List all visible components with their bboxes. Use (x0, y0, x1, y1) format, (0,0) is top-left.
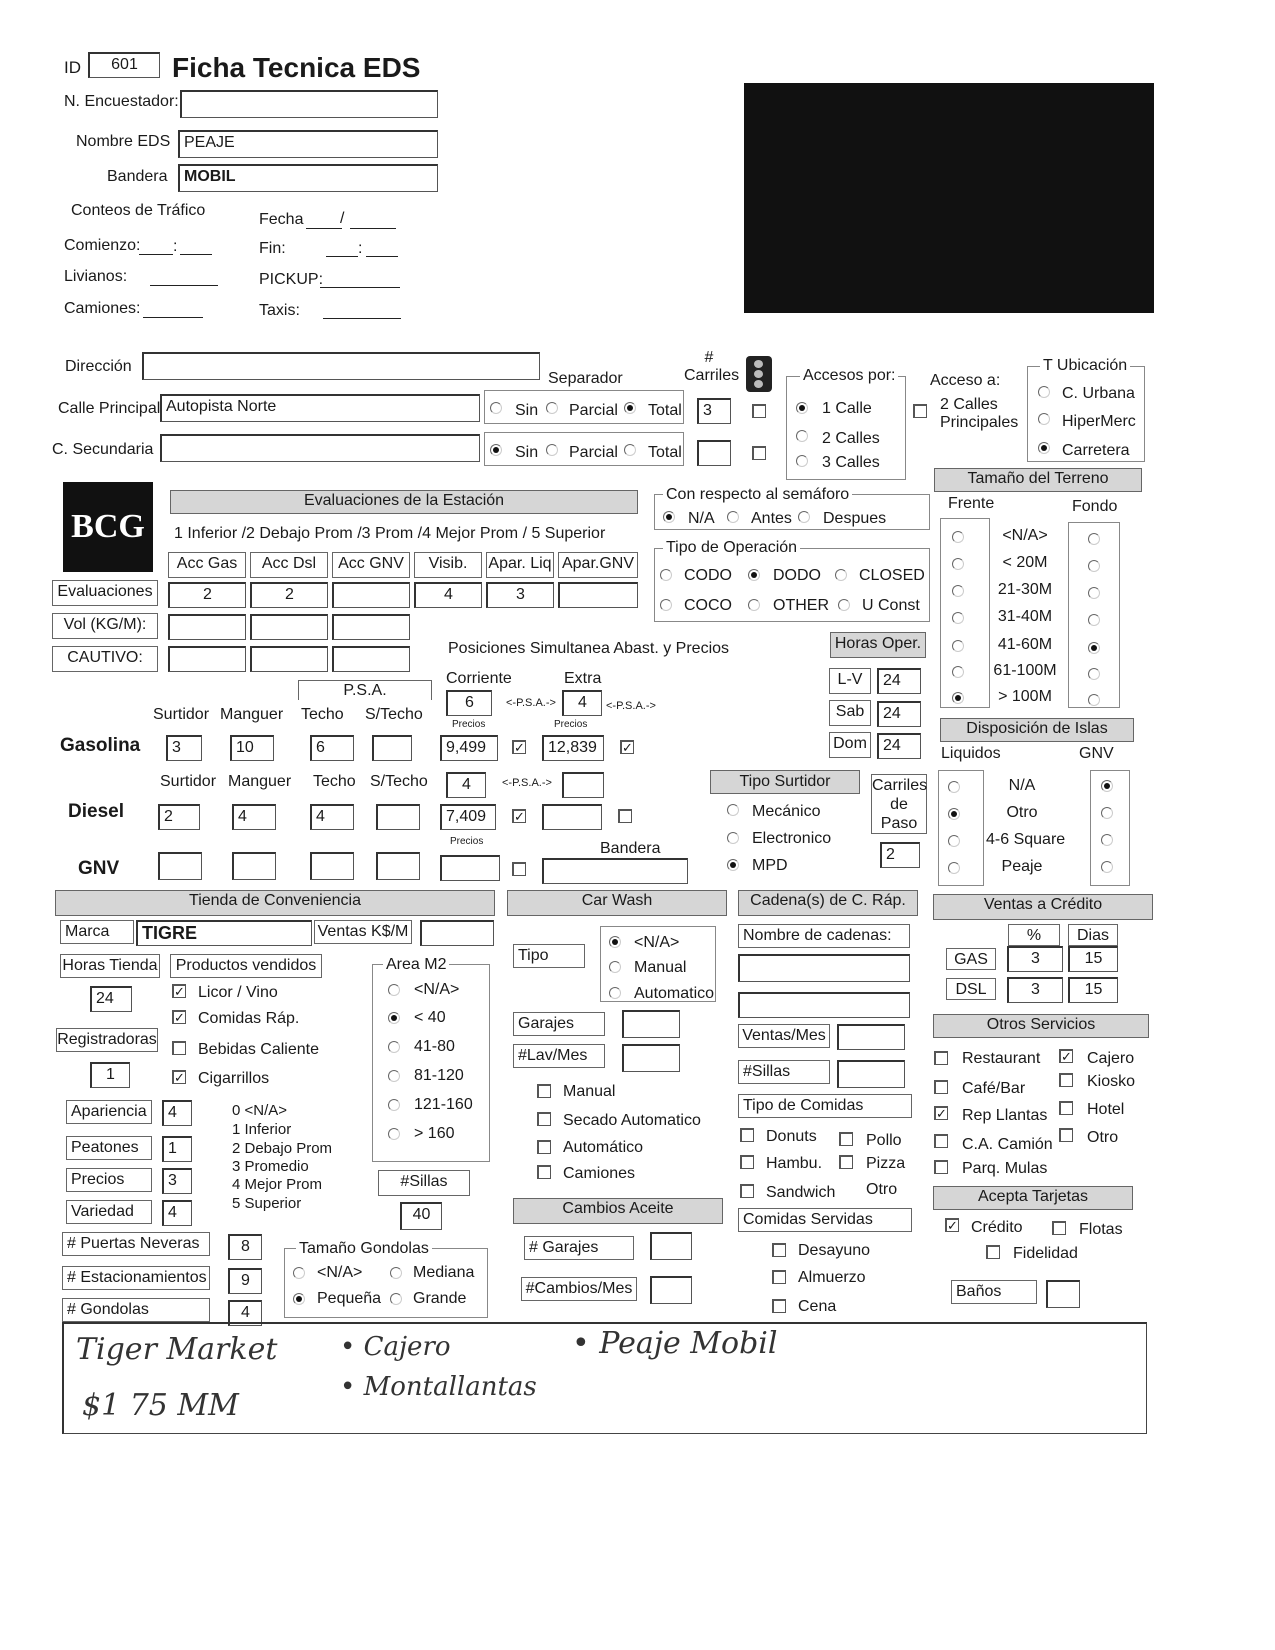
islas-opt-0: N/A (1008, 777, 1036, 794)
cigarrillos-check[interactable]: ✓ (172, 1070, 186, 1084)
direccion-label: Dirección (65, 358, 132, 375)
acceso-a-label: Acceso a: (930, 372, 1001, 389)
bandera-field[interactable]: MOBIL (178, 164, 438, 192)
calle-principal-label: Calle Principal (58, 400, 161, 417)
frente-radio-4[interactable] (952, 640, 964, 652)
ubicacion-title: T Ubicación (1040, 357, 1130, 375)
horas-tienda-label: Horas Tienda (60, 954, 160, 978)
precio-diesel-2-field[interactable] (542, 804, 602, 830)
horas-tienda-field[interactable]: 24 (90, 986, 132, 1012)
tienda-sillas-field[interactable]: 40 (400, 1202, 442, 1230)
row-vol: Vol (KG/M): (52, 613, 158, 639)
accesos-title: Accesos por: (800, 367, 898, 385)
islas-header: Disposición de Islas (940, 718, 1134, 742)
kiosko-check[interactable] (1059, 1073, 1073, 1087)
donuts-check[interactable] (740, 1128, 754, 1142)
note-ventas: $1 75 MM (82, 1388, 239, 1423)
horas-dom-field[interactable]: 24 (877, 733, 921, 759)
carriles-secundaria-field[interactable] (697, 440, 731, 466)
gnv-label: GNV (78, 858, 120, 879)
nombre-cadenas-label: Nombre de cadenas: (738, 924, 910, 948)
rating-label-1: Peatones (66, 1136, 152, 1160)
cautivo-acc-gas[interactable] (168, 646, 246, 672)
ubicacion-hipermerc-radio[interactable] (1038, 413, 1050, 425)
horas-dom-label: Dom (829, 732, 871, 758)
calle-principal-field[interactable]: Autopista Norte (160, 394, 480, 422)
garajes-field[interactable] (622, 1010, 680, 1038)
area-opt-1: < 40 (414, 1009, 446, 1026)
gas-manguer-field[interactable]: 10 (230, 735, 274, 761)
scale-line-0: 0 <N/A> (232, 1102, 288, 1119)
oper-codo-radio[interactable] (660, 569, 672, 581)
semaforo-title: Con respecto al semáforo (663, 486, 852, 504)
fondo-label: Fondo (1072, 498, 1118, 515)
redacted-photo (744, 83, 1154, 313)
gondola-na-radio[interactable] (293, 1267, 305, 1279)
islas-gnv-label: GNV (1079, 745, 1114, 762)
sep2-total-radio[interactable] (624, 444, 636, 456)
nombre-cadenas-field-1[interactable] (738, 954, 910, 982)
horas-sab-label: Sab (829, 700, 871, 726)
ubicacion-carretera-radio[interactable] (1038, 442, 1050, 454)
banos-label: Baños (951, 1280, 1037, 1304)
dsl-manguer-field[interactable]: 4 (232, 804, 276, 830)
registradoras-label: Registradoras (56, 1028, 158, 1052)
nombre-eds-field[interactable]: PEAJE (178, 130, 438, 158)
eval-apar-gnv[interactable] (558, 582, 638, 608)
almuerzo-check[interactable] (772, 1270, 786, 1284)
islas-gnv-radio-0[interactable] (1101, 780, 1113, 792)
cajero-check[interactable]: ✓ (1059, 1049, 1073, 1063)
cw-camiones-check[interactable] (537, 1165, 551, 1179)
oper-other-radio[interactable] (748, 599, 760, 611)
islas-opt-3: Peaje (1001, 858, 1043, 875)
cw-automatico-check[interactable] (537, 1140, 551, 1154)
oper-dodo-radio[interactable] (748, 569, 760, 581)
credito-gas-pct[interactable]: 3 (1007, 946, 1063, 972)
nombre-eds-label: Nombre EDS (76, 133, 171, 150)
dsl-techo-field[interactable]: 4 (310, 804, 354, 830)
semaforo-na-radio[interactable] (663, 511, 675, 523)
scale-line-2: 2 Debajo Prom (232, 1140, 333, 1157)
note-montallantas: • Montallantas (340, 1372, 537, 1402)
horas-sab-field[interactable]: 24 (877, 701, 921, 727)
tipo-surtidor-header: Tipo Surtidor (710, 770, 860, 794)
tarjeta-flotas-check[interactable] (1052, 1221, 1066, 1235)
cautivo-acc-dsl[interactable] (250, 646, 328, 672)
carwash-na-radio[interactable] (609, 936, 621, 948)
count-field-0[interactable]: 8 (228, 1234, 262, 1260)
area-radio-0[interactable] (388, 984, 400, 996)
fondo-radio-2[interactable] (1088, 587, 1100, 599)
area-opt-0: <N/A> (414, 981, 460, 998)
terreno-opt-3: 31-40M (997, 608, 1053, 625)
credito-dsl-label: DSL (946, 978, 996, 1000)
lavmes-field[interactable] (622, 1044, 680, 1072)
pollo-check[interactable] (839, 1132, 853, 1146)
separador-label: Separador (548, 370, 623, 387)
fin-label: Fin: (259, 240, 286, 257)
precio-diesel-2-check[interactable] (618, 809, 632, 823)
secundaria-field[interactable] (160, 434, 480, 462)
gas-surtidor-field[interactable]: 3 (166, 735, 202, 761)
precio-diesel-check[interactable]: ✓ (512, 809, 526, 823)
fondo-radio-3[interactable] (1088, 614, 1100, 626)
terreno-opt-6: > 100M (998, 688, 1052, 705)
carwash-tipo-label: Tipo (513, 944, 585, 968)
evaluaciones-scale: 1 Inferior /2 Debajo Prom /3 Prom /4 Mejor Prom / 5 Superior (174, 525, 606, 542)
note-peaje-mobil: • Peaje Mobil (572, 1326, 778, 1361)
cadena-ventas-label: Ventas/Mes (738, 1024, 830, 1048)
ventas-kms-label: Ventas K$/M (314, 920, 412, 944)
cadena-header: Cadena(s) de C. Ráp. (738, 890, 918, 916)
cw-secado-check[interactable] (537, 1112, 551, 1126)
sep1-sin-radio[interactable] (490, 402, 502, 414)
fondo-radio-4[interactable] (1088, 642, 1100, 654)
tarjeta-fidelidad-check[interactable] (986, 1245, 1000, 1259)
comidas-rap-check[interactable]: ✓ (172, 1010, 186, 1024)
frente-label: Frente (948, 495, 995, 512)
semaforo-antes-radio[interactable] (727, 511, 739, 523)
bandera-gnv-label: Bandera (600, 840, 661, 857)
carriles-secundaria-check[interactable] (752, 446, 766, 460)
cadena-ventas-field[interactable] (837, 1024, 905, 1050)
eval-acc-dsl[interactable]: 2 (250, 582, 328, 608)
acceso-2calles-radio[interactable] (796, 430, 808, 442)
eval-acc-gas[interactable]: 2 (168, 582, 246, 608)
bandera-gnv-field[interactable] (542, 858, 688, 884)
gnv-surtidor-field[interactable] (158, 852, 202, 880)
carriles-label: # Carriles (684, 349, 740, 384)
traffic-light-icon (746, 356, 772, 392)
tarjeta-credito-check[interactable]: ✓ (945, 1218, 959, 1232)
cw-manual-check[interactable] (537, 1084, 551, 1098)
ca-camion-check[interactable] (934, 1134, 948, 1148)
oper-closed-radio[interactable] (835, 569, 847, 581)
area-radio-4[interactable] (388, 1099, 400, 1111)
carwash-manual-radio[interactable] (609, 961, 621, 973)
area-radio-5[interactable] (388, 1128, 400, 1140)
area-radio-1[interactable] (388, 1012, 400, 1024)
parq-mulas-check[interactable] (934, 1160, 948, 1174)
islas-liq-radio-1[interactable] (948, 808, 960, 820)
livianos-label: Livianos: (64, 268, 128, 285)
terreno-opt-2: 21-30M (997, 581, 1053, 598)
col-acc-dsl: Acc Dsl (250, 552, 328, 578)
encuestador-label: N. Encuestador: (64, 93, 179, 110)
area-title: Area M2 (383, 956, 449, 974)
registradoras-field[interactable]: 1 (90, 1062, 130, 1088)
gnv-precio-field[interactable] (440, 855, 500, 881)
marca-field[interactable]: TIGRE (136, 920, 312, 946)
tipo-comidas-label: Tipo de Comidas (738, 1094, 912, 1118)
count-label-0: # Puertas Neveras (62, 1232, 210, 1256)
gnv-precio-check[interactable] (512, 862, 526, 876)
ventas-kms-field[interactable] (420, 920, 494, 946)
credito-pct-label: % (1008, 924, 1060, 946)
camiones-label: Camiones: (64, 300, 141, 317)
row-evaluaciones: Evaluaciones (52, 580, 158, 606)
dsl-stecho-field[interactable] (376, 804, 420, 830)
cadena-sillas-label: #Sillas (738, 1060, 830, 1084)
carwash-auto-radio[interactable] (609, 987, 621, 999)
id-field[interactable]: 601 (88, 52, 160, 78)
hotel-check[interactable] (1059, 1101, 1073, 1115)
gas-stecho-field[interactable] (372, 735, 412, 761)
fecha-label: Fecha (259, 211, 304, 228)
col-apar-gnv: Apar.GNV (558, 552, 638, 578)
page-title: Ficha Tecnica EDS (172, 52, 421, 83)
scale-line-4: 4 Mejor Prom (232, 1176, 323, 1193)
gondola-mediana-radio[interactable] (390, 1267, 402, 1279)
gasolina-label: Gasolina (60, 735, 141, 756)
gnv-techo-field[interactable] (310, 852, 354, 880)
sep1-parcial-radio[interactable] (546, 402, 558, 414)
oper-coco-radio[interactable] (660, 599, 672, 611)
area-opt-2: 41-80 (414, 1038, 455, 1055)
productos-label: Productos vendidos (170, 954, 322, 978)
precio-diesel-field[interactable]: 7,409 (440, 804, 496, 830)
terreno-opt-5: 61-100M (993, 662, 1057, 679)
rating-label-0: Apariencia (66, 1100, 152, 1124)
credito-dias-label: Dias (1068, 924, 1118, 946)
bcg-logo: BCG (63, 482, 153, 572)
psa-extra-field[interactable]: 4 (562, 690, 602, 716)
tienda-sillas-label: #Sillas (378, 1170, 470, 1196)
frente-radio-6[interactable] (952, 692, 964, 704)
psa-diesel-2-field[interactable] (562, 772, 604, 798)
horas-lv-label: L-V (829, 668, 871, 694)
area-radio-3[interactable] (388, 1070, 400, 1082)
gas-techo-field[interactable]: 6 (310, 735, 354, 761)
liquidos-label: Liquidos (941, 745, 1001, 762)
col-acc-gnv: Acc GNV (332, 552, 410, 578)
frente-radio-2[interactable] (952, 585, 964, 597)
cafe-check[interactable] (934, 1080, 948, 1094)
otros-header: Otros Servicios (933, 1014, 1149, 1038)
islas-opt-2: 4-6 Square (986, 831, 1066, 848)
pizza-check[interactable] (839, 1155, 853, 1169)
credito-dsl-dias[interactable]: 15 (1068, 977, 1118, 1003)
frente-radio-3[interactable] (952, 612, 964, 624)
psa-diesel-field[interactable]: 4 (446, 772, 486, 798)
acceso-3calles-radio[interactable] (796, 455, 808, 467)
aceite-garajes-label: # Garajes (524, 1236, 634, 1260)
carriles-principal-check[interactable] (752, 404, 766, 418)
horas-header: Horas Oper. (830, 632, 926, 658)
desayuno-check[interactable] (772, 1243, 786, 1257)
bandera-label: Bandera (107, 168, 168, 185)
islas-liq-radio-3[interactable] (948, 862, 960, 874)
count-field-2[interactable]: 4 (228, 1300, 262, 1326)
sep1-total-radio[interactable] (624, 402, 636, 414)
fondo-radio-0[interactable] (1088, 533, 1100, 545)
horas-lv-field[interactable]: 24 (877, 668, 921, 694)
islas-gnv-radio-1[interactable] (1101, 807, 1113, 819)
col-visib: Visib. (414, 552, 482, 578)
rep-llantas-check[interactable]: ✓ (934, 1106, 948, 1120)
precio-extra-field[interactable]: 12,839 (542, 735, 604, 761)
garajes-label: Garajes (513, 1012, 605, 1036)
oper-uconst-radio[interactable] (838, 599, 850, 611)
islas-liq-radio-0[interactable] (948, 781, 960, 793)
extra-label: Extra (564, 670, 602, 687)
lavmes-label: #Lav/Mes (513, 1044, 605, 1068)
acceso-2calles-check[interactable] (913, 404, 927, 418)
terreno-opt-1: < 20M (1002, 554, 1048, 571)
eval-acc-gnv[interactable] (332, 582, 410, 608)
gondola-grande-radio[interactable] (390, 1293, 402, 1305)
pickup-label: PICKUP: (259, 271, 324, 288)
acceso-1calle-radio[interactable] (796, 402, 808, 414)
rating-field-3[interactable]: 4 (162, 1200, 192, 1226)
sandwich-check[interactable] (740, 1184, 754, 1198)
vol-acc-gnv[interactable] (332, 614, 410, 640)
credito-dsl-pct[interactable]: 3 (1007, 977, 1063, 1003)
gnv-stecho-field[interactable] (376, 852, 420, 880)
area-opt-4: 121-160 (414, 1096, 473, 1113)
col-apar-liq: Apar. Liq (486, 552, 554, 578)
vol-acc-dsl[interactable] (250, 614, 328, 640)
fondo-radio-1[interactable] (1088, 560, 1100, 572)
posiciones-label: Posiciones Simultanea Abast. y Precios (448, 640, 730, 657)
comidas-servidas-label: Comidas Servidas (738, 1208, 912, 1232)
surtidor-mecanico-radio[interactable] (727, 804, 739, 816)
sep2-parcial-radio[interactable] (546, 444, 558, 456)
count-field-1[interactable]: 9 (228, 1268, 262, 1294)
fondo-radio-5[interactable] (1088, 668, 1100, 680)
operacion-title: Tipo de Operación (663, 539, 800, 557)
islas-gnv-radio-3[interactable] (1101, 861, 1113, 873)
terreno-opt-4: 41-60M (997, 636, 1053, 653)
terreno-header: Tamaño del Terreno (934, 468, 1142, 492)
carwash-header: Car Wash (507, 890, 727, 916)
aceite-mes-field[interactable] (650, 1276, 692, 1304)
psa-corriente-field[interactable]: 6 (446, 690, 492, 716)
marca-label: Marca (60, 920, 134, 944)
nombre-cadenas-field-2[interactable] (738, 992, 910, 1018)
aceite-mes-label: #Cambios/Mes (521, 1277, 637, 1301)
tienda-header: Tienda de Conveniencia (55, 890, 495, 916)
precio-corriente-check[interactable]: ✓ (512, 740, 526, 754)
restaurant-check[interactable] (934, 1051, 948, 1065)
scale-line-1: 1 Inferior (232, 1121, 292, 1138)
note-cajero: • Cajero (340, 1332, 451, 1362)
row-cautivo: CAUTIVO: (52, 646, 158, 672)
rating-field-0[interactable]: 4 (162, 1100, 192, 1126)
islas-liq-radio-2[interactable] (948, 835, 960, 847)
area-opt-3: 81-120 (414, 1067, 464, 1084)
frente-group (940, 518, 990, 708)
scale-line-5: 5 Superior (232, 1195, 302, 1212)
frente-radio-5[interactable] (952, 666, 964, 678)
semaforo-despues-radio[interactable] (798, 511, 810, 523)
comienzo-label: Comienzo: (64, 237, 141, 254)
secundaria-label: C. Secundaria (52, 441, 154, 458)
otro-servicio-check[interactable] (1059, 1128, 1073, 1142)
banos-field[interactable] (1046, 1280, 1080, 1308)
frente-radio-1[interactable] (952, 558, 964, 570)
encuestador-field[interactable] (180, 90, 438, 118)
dsl-surtidor-field[interactable]: 2 (158, 804, 200, 830)
carriles-paso-field[interactable]: 2 (880, 842, 920, 868)
hambu-check[interactable] (740, 1155, 754, 1169)
carriles-principal-field[interactable]: 3 (697, 398, 731, 424)
credito-gas-dias[interactable]: 15 (1068, 946, 1118, 972)
precio-corriente-field[interactable]: 9,499 (440, 735, 498, 761)
frente-radio-0[interactable] (952, 531, 964, 543)
aceite-garajes-field[interactable] (650, 1232, 692, 1260)
note-tiger-market: Tiger Market (76, 1332, 278, 1367)
credito-gas-label: GAS (946, 948, 996, 970)
rating-label-3: Variedad (66, 1200, 152, 1224)
licor-check[interactable]: ✓ (172, 984, 186, 998)
bebidas-check[interactable] (172, 1041, 186, 1055)
surtidor-mpd-radio[interactable] (727, 859, 739, 871)
direccion-field[interactable] (142, 352, 540, 380)
ubicacion-urbana-radio[interactable] (1038, 386, 1050, 398)
fondo-radio-6[interactable] (1088, 694, 1100, 706)
gondolas-title: Tamaño Gondolas (296, 1240, 432, 1258)
count-label-1: # Estacionamientos (62, 1266, 210, 1290)
rating-label-2: Precios (66, 1168, 152, 1192)
precio-extra-check[interactable]: ✓ (620, 740, 634, 754)
cadena-sillas-field[interactable] (837, 1060, 905, 1088)
scale-line-3: 3 Promedio (232, 1158, 309, 1175)
taxis-label: Taxis: (259, 302, 300, 319)
col-acc-gas: Acc Gas (168, 552, 246, 578)
sep2-sin-radio[interactable] (490, 444, 502, 456)
rating-field-1[interactable]: 1 (162, 1136, 192, 1162)
rating-field-2[interactable]: 3 (162, 1168, 192, 1194)
cena-check[interactable] (772, 1299, 786, 1313)
gnv-manguer-field[interactable] (232, 852, 276, 880)
carriles-paso-label: Carriles de Paso (871, 774, 927, 834)
credito-header: Ventas a Crédito (933, 894, 1153, 920)
count-label-2: # Gondolas (62, 1298, 210, 1322)
aceite-header: Cambios Aceite (513, 1198, 723, 1224)
cautivo-acc-gnv[interactable] (332, 646, 410, 672)
tarjetas-header: Acepta Tarjetas (933, 1186, 1133, 1210)
terreno-opt-0: <N/A> (1002, 527, 1048, 544)
surtidor-electronico-radio[interactable] (727, 832, 739, 844)
area-opt-5: > 160 (414, 1125, 455, 1142)
gondola-pequena-radio[interactable] (293, 1293, 305, 1305)
vol-acc-gas[interactable] (168, 614, 246, 640)
eval-visib[interactable]: 4 (414, 582, 482, 608)
islas-gnv-radio-2[interactable] (1101, 834, 1113, 846)
islas-opt-1: Otro (1006, 804, 1038, 821)
corriente-label: Corriente (446, 670, 512, 687)
id-label: ID (64, 58, 81, 77)
conteos-title: Conteos de Tráfico (71, 202, 206, 219)
psa-label: P.S.A. (298, 680, 432, 700)
eval-apar-liq[interactable]: 3 (486, 582, 554, 608)
evaluaciones-header: Evaluaciones de la Estación (170, 490, 638, 514)
diesel-label: Diesel (68, 801, 124, 822)
area-radio-2[interactable] (388, 1041, 400, 1053)
